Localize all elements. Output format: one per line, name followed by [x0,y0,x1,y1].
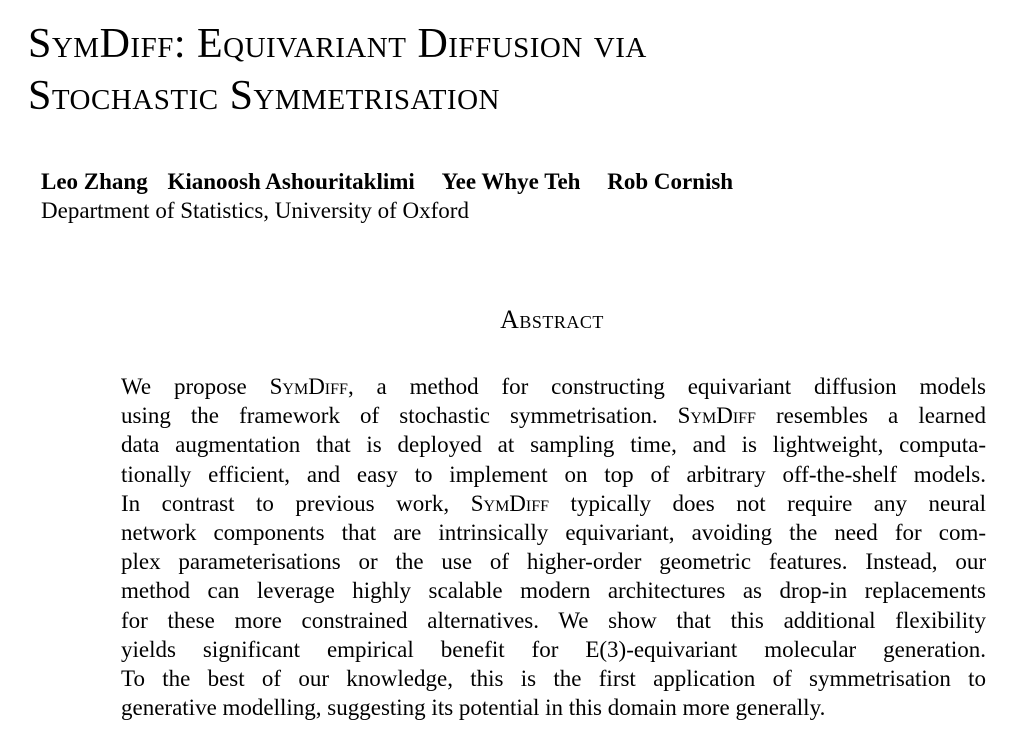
abstract-heading: Abstract [500,305,604,334]
method-name: SymDiff [269,374,348,399]
abstract-line: data augmentation that is deployed at sampling time, and is lightweight, computa- [121,432,986,458]
method-name: SymDiff [470,490,550,516]
paper-title-line: Stochastic Symmetrisation [28,73,500,119]
abstract-line: To the best of our knowledge, this is the first application of symmetrisation to [121,665,986,691]
paper-title [28,18,1018,122]
abstract-line: using the framework of stochastic symmetrisation. SymDiff resembles a learned [121,403,986,429]
author-affiliation: Department of Statistics, University of Oxford [41,198,469,223]
abstract-line: network components that are intrinsically equivariant, avoiding the need for com- [121,519,986,545]
abstract-line: We propose SymDiff, a method for constructing equivariant diffusion models [121,374,986,399]
abstract-line: yields significant empirical benefit for E(3)-equivariant molecular generation. [121,636,986,662]
author-name: Leo Zhang [41,169,148,194]
author-list [41,168,733,196]
abstract-body [121,372,986,722]
author-name: Yee Whye Teh [441,169,581,194]
abstract-line: plex parameterisations or the use of higher-order geometric features. Instead, our [121,549,986,575]
paper-title-line: SymDiff: Equivariant Diffusion via [28,21,647,67]
abstract-line: tionally efficient, and easy to implement on top of arbitrary off-the-shelf models. [121,461,986,487]
abstract-line: method can leverage highly scalable modern architectures as drop-in replacements [121,578,986,604]
abstract-line: In contrast to previous work, SymDiff typically does not require any neural [121,490,987,516]
abstract-line: generative modelling, suggesting its potential in this domain more generally. [121,695,826,721]
method-name: SymDiff [677,403,756,429]
abstract-line: for these more constrained alternatives. We show that this additional flexibility [121,607,986,633]
author-name: Rob Cornish [607,169,734,194]
author-name: Kianoosh Ashouritaklimi [167,169,415,194]
